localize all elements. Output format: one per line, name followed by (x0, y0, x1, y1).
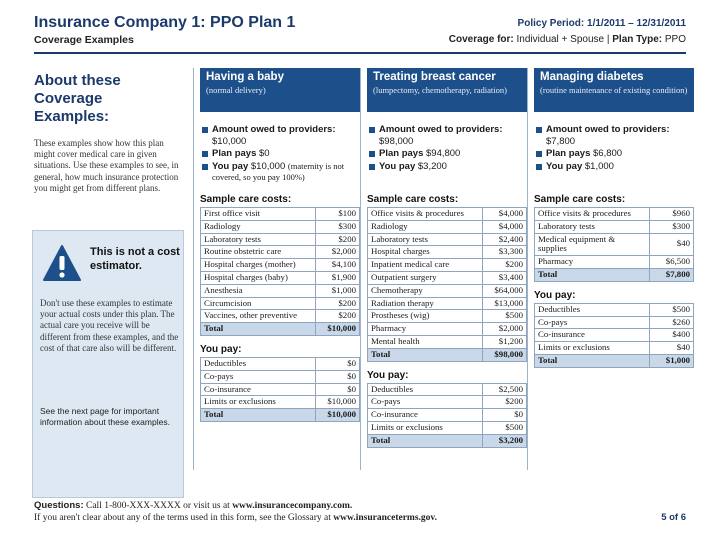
page-title: Insurance Company 1: PPO Plan 1 (34, 14, 296, 31)
table-row: Limits or exclusions $40 (535, 342, 694, 355)
table-row: Chemotherapy $64,000 (368, 284, 527, 297)
table-row: Pharmacy $6,500 (535, 256, 694, 269)
footer-glossary (34, 512, 634, 524)
policy-period: Policy Period: 1/1/2011 – 12/31/2011 (517, 18, 686, 29)
questions-label: Questions: (34, 500, 84, 511)
table-row: Limits or exclusions $500 (368, 421, 527, 434)
bullet-you-pay: You pay $1,000 (534, 161, 694, 173)
table-row: Co-insurance $400 (535, 329, 694, 342)
sample-costs-table (367, 207, 527, 362)
table-row: Radiology $4,000 (368, 220, 527, 233)
table-row: Hospital charges $3,300 (368, 246, 527, 259)
column-subtitle: (routine maintenance of existing condition) (540, 85, 688, 95)
table-row: Mental health $1,200 (368, 335, 527, 348)
sample-costs-table (200, 207, 360, 336)
column-divider (193, 68, 194, 470)
example-column-baby (200, 68, 360, 422)
bullet-you-pay: You pay $3,200 (367, 161, 527, 173)
table-row: Deductibles $0 (201, 357, 360, 370)
table-row: Co-insurance $0 (201, 383, 360, 396)
bullet-amount-owed: Amount owed to providers: $10,000 (200, 124, 360, 147)
you-pay-label: You pay: (200, 343, 242, 355)
table-row: Medical equipment & supplies $40 (535, 233, 694, 256)
total-row: Total $3,200 (368, 434, 527, 447)
coverage-line: Coverage for: Individual + Spouse | Plan Type: PPO (448, 34, 686, 45)
column-divider (360, 68, 361, 470)
you-pay-label: You pay: (367, 369, 409, 381)
you-pay-table (534, 303, 694, 368)
total-row: Total $7,800 (535, 268, 694, 281)
summary-bullets (200, 124, 360, 194)
table-row: First office visit $100 (201, 208, 360, 221)
table-row: Co-insurance $0 (368, 409, 527, 422)
table-row: Co-pays $200 (368, 396, 527, 409)
table-row: Outpatient surgery $3,400 (368, 271, 527, 284)
sample-costs-table (534, 207, 694, 282)
column-subtitle: (normal delivery) (206, 85, 266, 95)
table-row: Radiation therapy $13,000 (368, 297, 527, 310)
table-row: Laboratory tests $2,400 (368, 233, 527, 246)
table-row: Office visits & procedures $4,000 (368, 208, 527, 221)
total-row: Total $10,000 (201, 409, 360, 422)
you-pay-label: You pay: (534, 289, 576, 301)
table-row: Deductibles $500 (535, 303, 694, 316)
table-row: Co-pays $260 (535, 316, 694, 329)
warning-title: This is not a cost estimator. (90, 246, 180, 272)
summary-bullets (534, 124, 694, 194)
table-row: Laboratory tests $200 (201, 233, 360, 246)
about-text: These examples show how this plan might cover medical care in given situations. Use these examples to see, in general, how much insurance protection you might get from different plans. (34, 138, 179, 193)
bullet-amount-owed: Amount owed to providers: $98,000 (367, 124, 527, 147)
table-row: Routine obstetric care $2,000 (201, 246, 360, 259)
summary-bullets (367, 124, 527, 194)
coverage-value: Individual + Spouse (516, 34, 605, 45)
page-number: 5 of 6 (661, 512, 686, 523)
footer-questions (34, 500, 634, 512)
column-header (534, 68, 694, 112)
plan-type-label: Plan Type: (612, 34, 663, 45)
table-row: Laboratory tests $300 (535, 220, 694, 233)
table-row: Radiology $300 (201, 220, 360, 233)
glossary-text: If you aren't clear about any of the terms used in this form, see the Glossary at (34, 513, 331, 523)
coverage-label: Coverage for: (448, 34, 514, 45)
table-row: Circumcision $200 (201, 297, 360, 310)
warning-text: Don't use these examples to estimate your actual costs under this plan. The actual care you receive will be different from these examples, and the cost of that care also will be different. (40, 298, 179, 353)
column-header (367, 68, 527, 112)
table-row: Vaccines, other preventive $200 (201, 310, 360, 323)
footer-text (34, 500, 634, 524)
plan-type-value: PPO (664, 34, 686, 45)
example-column-diabetes (534, 68, 694, 368)
questions-link[interactable]: www.insurancecompany.com. (232, 501, 353, 511)
bullet-you-pay: You pay $10,000 (maternity is not covered, so you pay 100%) (200, 161, 360, 184)
sample-costs-label: Sample care costs: (200, 194, 292, 205)
table-row: Hospital charges (mother) $4,100 (201, 259, 360, 272)
page-subtitle: Coverage Examples (34, 34, 134, 46)
column-title: Treating breast cancer (373, 71, 496, 83)
warning-see-next: See the next page for important information about these examples. (40, 406, 170, 427)
sample-costs-label: Sample care costs: (534, 194, 626, 205)
about-title: About these Coverage Examples: (34, 72, 121, 125)
example-column-breast-cancer (367, 68, 527, 448)
column-title: Managing diabetes (540, 71, 644, 83)
bullet-amount-owed: Amount owed to providers: $7,800 (534, 124, 694, 147)
column-title: Having a baby (206, 71, 284, 83)
bullet-plan-pays: Plan pays $6,800 (534, 148, 694, 160)
you-pay-table (367, 383, 527, 448)
header-divider (34, 52, 686, 54)
bullet-plan-pays: Plan pays $0 (200, 148, 360, 160)
table-row: Office visits & procedures $960 (535, 208, 694, 221)
total-row: Total $98,000 (368, 348, 527, 361)
table-row: Co-pays $0 (201, 370, 360, 383)
sample-costs-label: Sample care costs: (367, 194, 459, 205)
column-header (200, 68, 360, 112)
table-row: Pharmacy $2,000 (368, 323, 527, 336)
glossary-link[interactable]: www.insuranceterms.gov. (333, 513, 437, 523)
bullet-plan-pays: Plan pays $94,800 (367, 148, 527, 160)
column-divider (527, 68, 528, 470)
you-pay-table (200, 357, 360, 422)
table-row: Prostheses (wig) $500 (368, 310, 527, 323)
table-row: Anesthesia $1,000 (201, 284, 360, 297)
table-row: Inpatient medical care $200 (368, 259, 527, 272)
warning-icon (42, 244, 82, 282)
total-row: Total $1,000 (535, 354, 694, 367)
questions-text: Call 1-800-XXX-XXXX or visit us at (86, 501, 230, 511)
table-row: Limits or exclusions $10,000 (201, 396, 360, 409)
column-subtitle: (lumpectomy, chemotherapy, radiation) (373, 85, 507, 95)
table-row: Deductibles $2,500 (368, 383, 527, 396)
total-row: Total $10,000 (201, 323, 360, 336)
table-row: Hospital charges (baby) $1,900 (201, 271, 360, 284)
